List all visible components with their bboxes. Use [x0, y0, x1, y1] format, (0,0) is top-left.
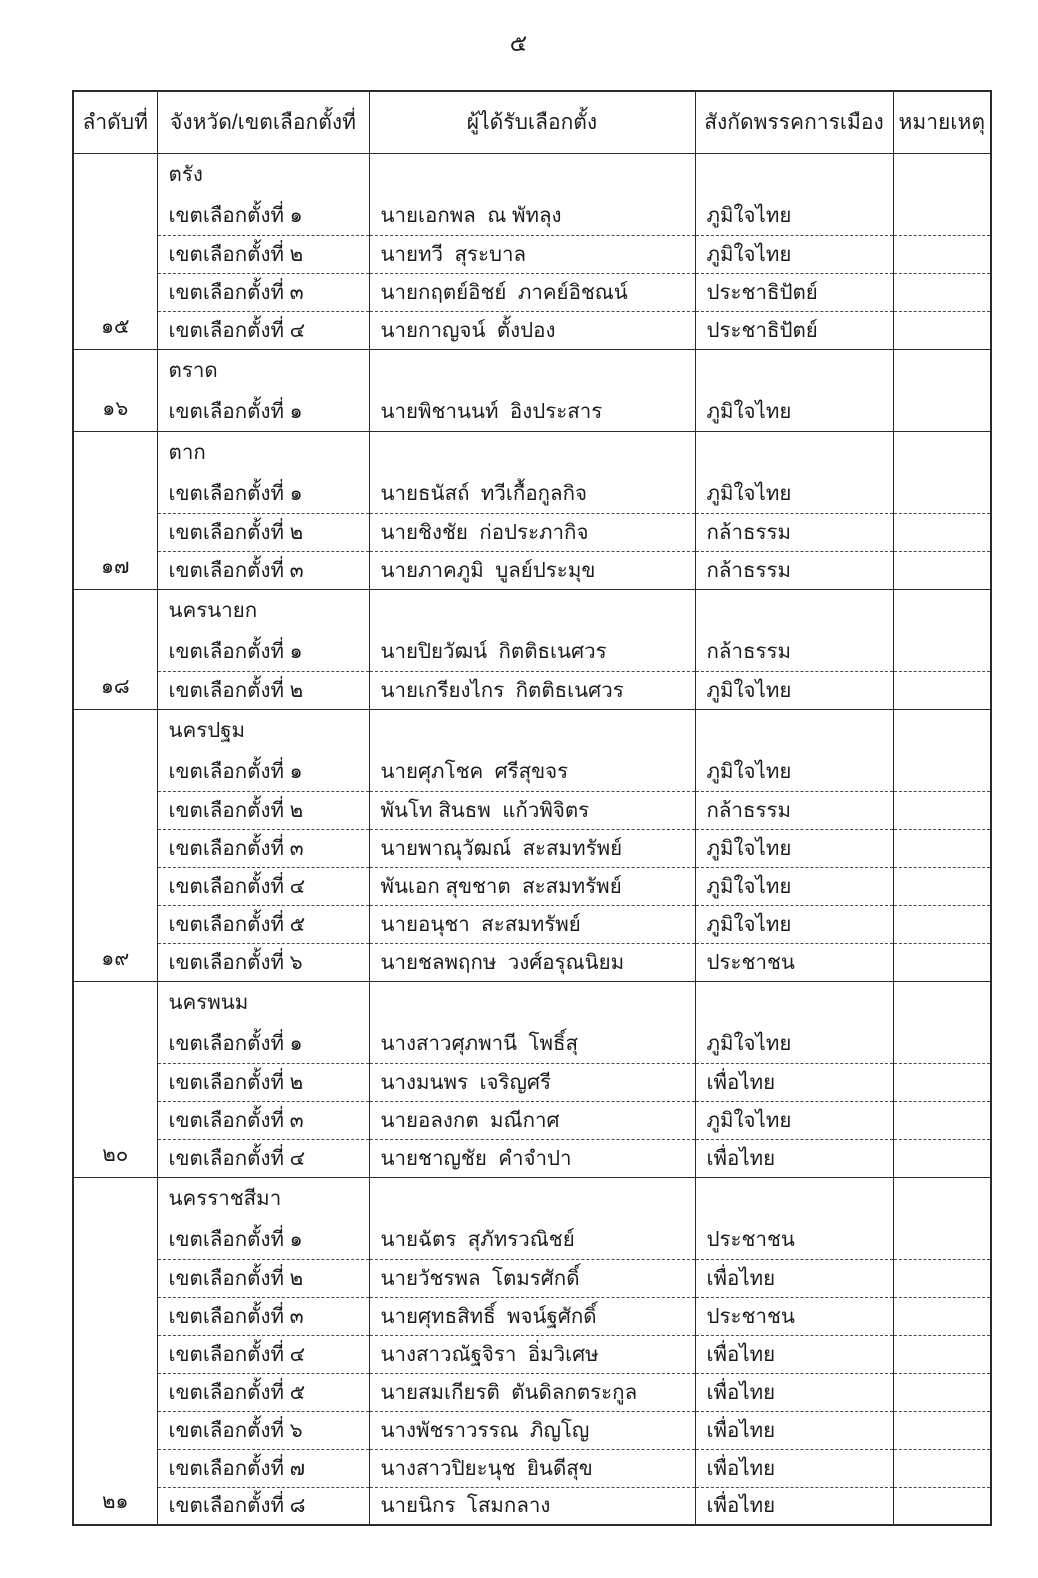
district-label: เขตเลือกตั้งที่ ๕ [157, 1373, 369, 1411]
remark-cell [893, 393, 991, 431]
party-name: ประชาธิปัตย์ [695, 273, 893, 311]
district-row [73, 671, 991, 709]
remark-cell [893, 349, 991, 393]
district-label: เขตเลือกตั้งที่ ๑ [157, 1025, 369, 1063]
party-cell [695, 153, 893, 197]
remark-cell [893, 513, 991, 551]
district-row [73, 393, 991, 431]
party-name: ภูมิใจไทย [695, 197, 893, 235]
district-label: เขตเลือกตั้งที่ ๓ [157, 1297, 369, 1335]
remark-cell [893, 197, 991, 235]
party-name: ภูมิใจไทย [695, 753, 893, 791]
remark-cell [893, 551, 991, 589]
district-label: เขตเลือกตั้งที่ ๒ [157, 1063, 369, 1101]
elected-person-name: นายเกรียงไกร กิตติธเนศวร [369, 671, 695, 709]
district-row [73, 1101, 991, 1139]
district-label: เขตเลือกตั้งที่ ๑ [157, 197, 369, 235]
district-row [73, 235, 991, 273]
remark-cell [893, 589, 991, 633]
party-name: เพื่อไทย [695, 1063, 893, 1101]
district-label: เขตเลือกตั้งที่ ๓ [157, 551, 369, 589]
party-cell [695, 1177, 893, 1221]
elected-person-name: นายภาคภูมิ บูลย์ประมุข [369, 551, 695, 589]
elected-person-name: นายชลพฤกษ วงศ์อรุณนิยม [369, 943, 695, 981]
province-row [73, 1177, 991, 1221]
party-name: ประชาชน [695, 1297, 893, 1335]
district-row [73, 1063, 991, 1101]
order-number-cell: ๒๐ [73, 981, 157, 1177]
district-label: เขตเลือกตั้งที่ ๑ [157, 393, 369, 431]
district-label: เขตเลือกตั้งที่ ๑ [157, 753, 369, 791]
district-label: เขตเลือกตั้งที่ ๓ [157, 829, 369, 867]
elected-person-name: นายชิงชัย ก่อประภากิจ [369, 513, 695, 551]
remark-cell [893, 1297, 991, 1335]
header-order-number: ลำดับที่ [73, 91, 157, 153]
district-label: เขตเลือกตั้งที่ ๘ [157, 1487, 369, 1525]
elected-person-name: นายนิกร โสมกลาง [369, 1487, 695, 1525]
district-row [73, 1487, 991, 1525]
district-row [73, 551, 991, 589]
province-name: ตราด [157, 349, 369, 393]
district-row [73, 311, 991, 349]
district-row [73, 513, 991, 551]
elected-person-name: พันโท สินธพ แก้วพิจิตร [369, 791, 695, 829]
elected-person-name: นายศุทธสิทธิ์ พจน์ฐศักดิ์ [369, 1297, 695, 1335]
elected-person-name: นางพัชราวรรณ ภิญโญ [369, 1411, 695, 1449]
elected-person-name: นายพิชานนท์ อิงประสาร [369, 393, 695, 431]
remark-cell [893, 431, 991, 475]
district-row [73, 1411, 991, 1449]
district-label: เขตเลือกตั้งที่ ๒ [157, 1259, 369, 1297]
remark-cell [893, 753, 991, 791]
party-name: เพื่อไทย [695, 1487, 893, 1525]
elected-person-name: นายอลงกต มณีกาศ [369, 1101, 695, 1139]
party-name: ภูมิใจไทย [695, 475, 893, 513]
district-label: เขตเลือกตั้งที่ ๑ [157, 1221, 369, 1259]
party-cell [695, 349, 893, 393]
province-group [73, 589, 991, 709]
elected-person-name: นายกฤตย์อิชย์ ภาคย์อิชณน์ [369, 273, 695, 311]
district-label: เขตเลือกตั้งที่ ๓ [157, 1101, 369, 1139]
remark-cell [893, 671, 991, 709]
elected-person-name: นายปิยวัฒน์ กิตติธเนศวร [369, 633, 695, 671]
province-name: ตาก [157, 431, 369, 475]
district-label: เขตเลือกตั้งที่ ๔ [157, 1139, 369, 1177]
province-row [73, 589, 991, 633]
elected-person-name: นายธนัสถ์ ทวีเกื้อกูลกิจ [369, 475, 695, 513]
district-row [73, 1449, 991, 1487]
elected-person-name: นายพาณุวัฒณ์ สะสมทรัพย์ [369, 829, 695, 867]
remark-cell [893, 829, 991, 867]
district-label: เขตเลือกตั้งที่ ๕ [157, 905, 369, 943]
remark-cell [893, 1139, 991, 1177]
elected-person-name: นายกาญจน์ ตั้งปอง [369, 311, 695, 349]
party-name: เพื่อไทย [695, 1449, 893, 1487]
party-cell [695, 709, 893, 753]
table-header [73, 91, 991, 153]
remark-cell [893, 153, 991, 197]
elected-person-name: นายอนุชา สะสมทรัพย์ [369, 905, 695, 943]
district-label: เขตเลือกตั้งที่ ๖ [157, 1411, 369, 1449]
party-name: กล้าธรรม [695, 791, 893, 829]
province-row [73, 153, 991, 197]
province-row [73, 709, 991, 753]
elected-person-name: นายเอกพล ณ พัทลุง [369, 197, 695, 235]
order-number-cell: ๒๑ [73, 1177, 157, 1525]
remark-cell [893, 791, 991, 829]
header-elected-person: ผู้ได้รับเลือกตั้ง [369, 91, 695, 153]
elected-person-name: พันเอก สุขชาต สะสมทรัพย์ [369, 867, 695, 905]
remark-cell [893, 905, 991, 943]
district-label: เขตเลือกตั้งที่ ๓ [157, 273, 369, 311]
elected-person-name: นายฉัตร สุภัทรวณิชย์ [369, 1221, 695, 1259]
header-row [73, 91, 991, 153]
district-row [73, 1335, 991, 1373]
remark-cell [893, 709, 991, 753]
remark-cell [893, 273, 991, 311]
party-name: ประชาชน [695, 943, 893, 981]
remark-cell [893, 1221, 991, 1259]
province-group [73, 153, 991, 349]
district-row [73, 1259, 991, 1297]
elected-person-name: นายวัชรพล โตมรศักดิ์ [369, 1259, 695, 1297]
province-name: นครพนม [157, 981, 369, 1025]
district-label: เขตเลือกตั้งที่ ๔ [157, 311, 369, 349]
order-number-cell: ๑๕ [73, 153, 157, 349]
remark-cell [893, 981, 991, 1025]
remark-cell [893, 1335, 991, 1373]
district-label: เขตเลือกตั้งที่ ๔ [157, 867, 369, 905]
remark-cell [893, 943, 991, 981]
district-row [73, 867, 991, 905]
remark-cell [893, 1259, 991, 1297]
elected-person-cell [369, 431, 695, 475]
party-name: ประชาชน [695, 1221, 893, 1259]
elected-person-name: นางสาวศุภพานี โพธิ์สุ [369, 1025, 695, 1063]
province-group [73, 981, 991, 1177]
remark-cell [893, 235, 991, 273]
party-cell [695, 589, 893, 633]
district-row [73, 273, 991, 311]
party-name: กล้าธรรม [695, 551, 893, 589]
remark-cell [893, 1449, 991, 1487]
elected-person-name: นายศุภโชค ศรีสุขจร [369, 753, 695, 791]
party-name: เพื่อไทย [695, 1259, 893, 1297]
header-province-district: จังหวัด/เขตเลือกตั้งที่ [157, 91, 369, 153]
district-label: เขตเลือกตั้งที่ ๑ [157, 633, 369, 671]
elected-person-cell [369, 1177, 695, 1221]
province-group [73, 431, 991, 589]
province-row [73, 431, 991, 475]
district-row [73, 943, 991, 981]
district-row [73, 1025, 991, 1063]
party-name: ภูมิใจไทย [695, 829, 893, 867]
province-row [73, 349, 991, 393]
district-row [73, 1373, 991, 1411]
district-row [73, 753, 991, 791]
district-row [73, 905, 991, 943]
header-remarks: หมายเหตุ [893, 91, 991, 153]
province-name: นครนายก [157, 589, 369, 633]
order-number-cell: ๑๘ [73, 589, 157, 709]
party-name: กล้าธรรม [695, 633, 893, 671]
district-label: เขตเลือกตั้งที่ ๔ [157, 1335, 369, 1373]
election-results-table [72, 90, 992, 1526]
district-row [73, 829, 991, 867]
party-name: เพื่อไทย [695, 1335, 893, 1373]
elected-person-name: นายสมเกียรติ ตันดิลกตระกูล [369, 1373, 695, 1411]
province-name: ตรัง [157, 153, 369, 197]
party-cell [695, 431, 893, 475]
district-label: เขตเลือกตั้งที่ ๒ [157, 791, 369, 829]
party-cell [695, 981, 893, 1025]
province-row [73, 981, 991, 1025]
elected-person-cell [369, 589, 695, 633]
elected-person-name: นายทวี สุระบาล [369, 235, 695, 273]
province-name: นครปฐม [157, 709, 369, 753]
remark-cell [893, 1411, 991, 1449]
party-name: เพื่อไทย [695, 1139, 893, 1177]
remark-cell [893, 867, 991, 905]
district-row [73, 1139, 991, 1177]
party-name: ภูมิใจไทย [695, 905, 893, 943]
district-label: เขตเลือกตั้งที่ ๒ [157, 513, 369, 551]
province-group [73, 709, 991, 981]
party-name: กล้าธรรม [695, 513, 893, 551]
party-name: ภูมิใจไทย [695, 1025, 893, 1063]
elected-person-cell [369, 709, 695, 753]
party-name: เพื่อไทย [695, 1373, 893, 1411]
elected-person-name: นายชาญชัย คำจำปา [369, 1139, 695, 1177]
elected-person-cell [369, 981, 695, 1025]
district-label: เขตเลือกตั้งที่ ๑ [157, 475, 369, 513]
district-label: เขตเลือกตั้งที่ ๖ [157, 943, 369, 981]
party-name: ประชาธิปัตย์ [695, 311, 893, 349]
remark-cell [893, 475, 991, 513]
district-label: เขตเลือกตั้งที่ ๗ [157, 1449, 369, 1487]
district-row [73, 197, 991, 235]
province-group [73, 349, 991, 431]
order-number-cell: ๑๙ [73, 709, 157, 981]
party-name: ภูมิใจไทย [695, 235, 893, 273]
remark-cell [893, 633, 991, 671]
remark-cell [893, 311, 991, 349]
remark-cell [893, 1373, 991, 1411]
province-group [73, 1177, 991, 1525]
party-name: ภูมิใจไทย [695, 671, 893, 709]
party-name: ภูมิใจไทย [695, 393, 893, 431]
header-party-affiliation: สังกัดพรรคการเมือง [695, 91, 893, 153]
district-row [73, 475, 991, 513]
elected-person-cell [369, 153, 695, 197]
order-number-cell: ๑๗ [73, 431, 157, 589]
order-number-cell: ๑๖ [73, 349, 157, 431]
elected-person-cell [369, 349, 695, 393]
party-name: เพื่อไทย [695, 1411, 893, 1449]
remark-cell [893, 1025, 991, 1063]
elected-person-name: นางมนพร เจริญศรี [369, 1063, 695, 1101]
page-number: ๕ [509, 30, 529, 56]
district-row [73, 1297, 991, 1335]
remark-cell [893, 1487, 991, 1525]
district-row [73, 791, 991, 829]
district-row [73, 1221, 991, 1259]
remark-cell [893, 1063, 991, 1101]
party-name: ภูมิใจไทย [695, 1101, 893, 1139]
province-name: นครราชสีมา [157, 1177, 369, 1221]
remark-cell [893, 1177, 991, 1221]
district-row [73, 633, 991, 671]
district-label: เขตเลือกตั้งที่ ๒ [157, 235, 369, 273]
elected-person-name: นางสาวปิยะนุช ยินดีสุข [369, 1449, 695, 1487]
party-name: ภูมิใจไทย [695, 867, 893, 905]
district-label: เขตเลือกตั้งที่ ๒ [157, 671, 369, 709]
elected-person-name: นางสาวณัฐจิรา อิ่มวิเศษ [369, 1335, 695, 1373]
remark-cell [893, 1101, 991, 1139]
